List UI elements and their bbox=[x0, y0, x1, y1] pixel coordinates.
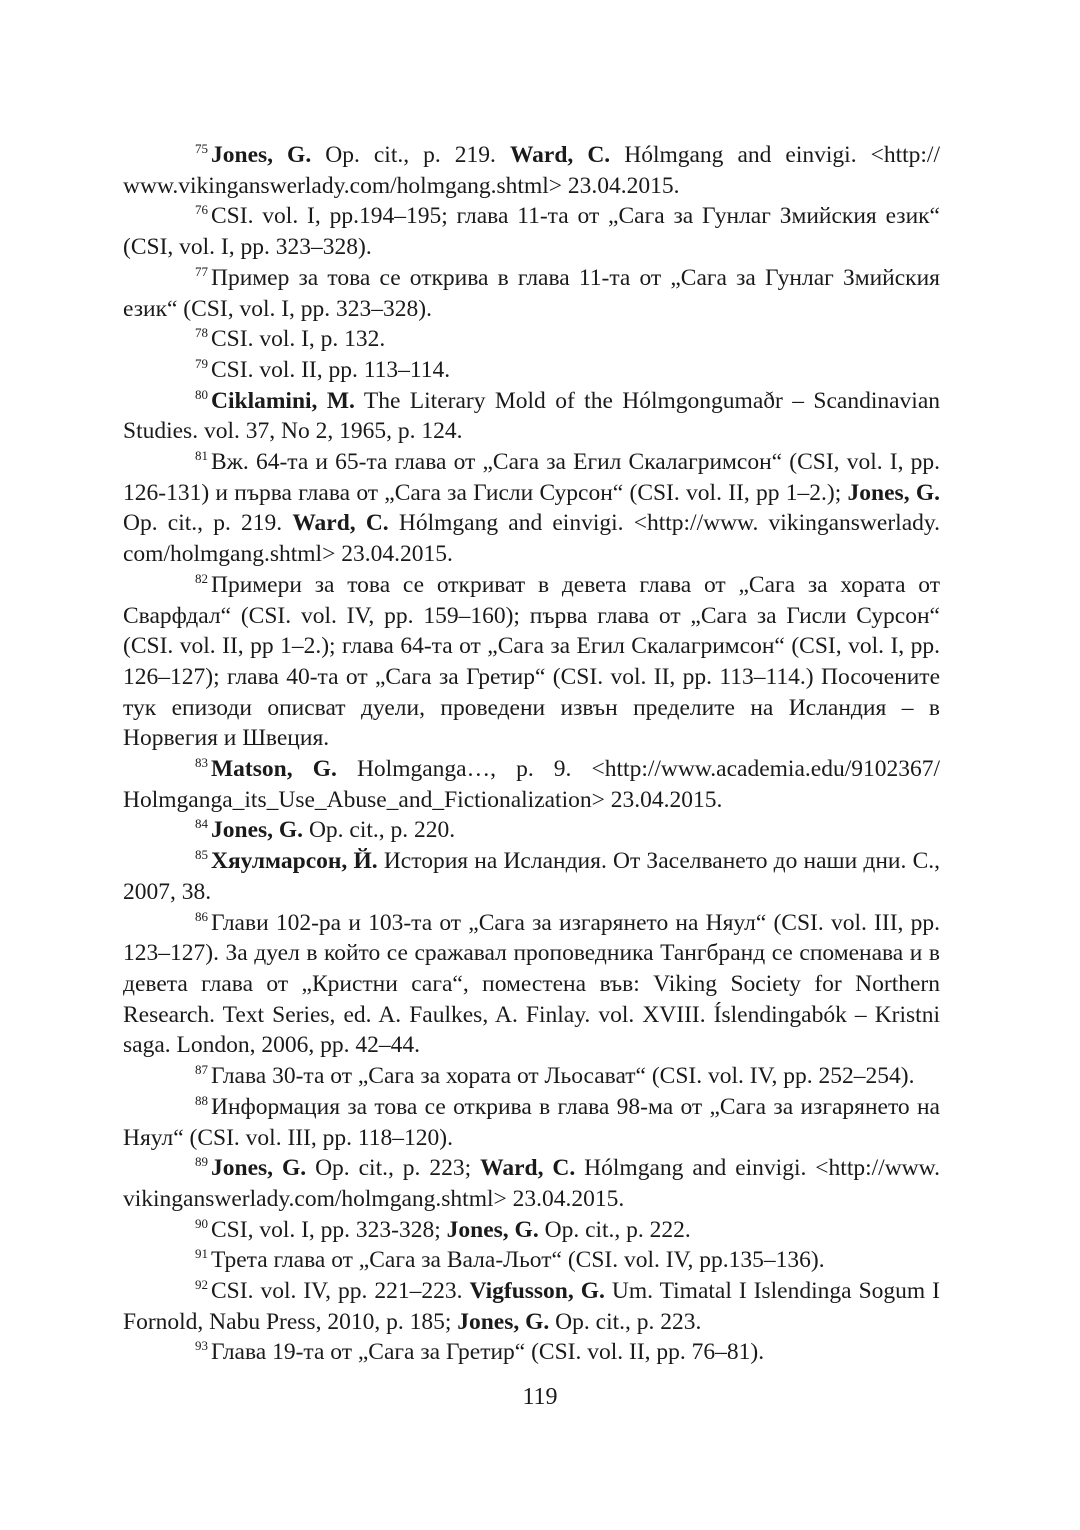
footnote-text: Op. cit., p. 219. bbox=[311, 142, 510, 168]
footnote bbox=[123, 263, 940, 324]
footnote bbox=[123, 324, 940, 355]
author-name: Jones, G. bbox=[847, 479, 940, 506]
footnote-text: CSI. vol. I, p. 132. bbox=[211, 326, 386, 353]
footnote-text: Hólmgang and einvigi. <http://www. vikinganswerlady.com/holmgang.shtml> 23.04.2015. bbox=[123, 1155, 940, 1212]
author-name: Jones, G. bbox=[457, 1308, 550, 1335]
footnote bbox=[123, 201, 940, 262]
footnote bbox=[123, 1215, 940, 1246]
footnote-text: Op. cit., p. 223; bbox=[306, 1155, 481, 1182]
footnote-text: CSI, vol. I, pp. 323-328; bbox=[211, 1216, 447, 1243]
footnote bbox=[123, 1092, 940, 1153]
footnote-number: 80 bbox=[195, 386, 208, 402]
footnote-number: 85 bbox=[195, 847, 208, 863]
footnote bbox=[123, 355, 940, 386]
page-number: 119 bbox=[522, 1384, 558, 1410]
footnote-text: CSI. vol. IV, pp. 221–223. bbox=[211, 1278, 470, 1305]
footnote-text: Op. cit., p. 223. bbox=[549, 1308, 702, 1335]
footnote-number: 92 bbox=[195, 1277, 208, 1293]
footnote-number: 87 bbox=[195, 1062, 208, 1078]
footnote-number: 77 bbox=[195, 263, 208, 279]
footnote-text: Примери за това се откриват в девета глава от „Сага за хората от Сварфдал“ (CSI. vol. IV, pp. 159–160); първа глава от „Сага за Гисли Сурсон“ (CSI. vol. II, pp 1–2.); глава 64-та от „Сага за Егил Скалагримсон“ (CSI, vol. I, pp. 126–127); глава 40-та от „Сага за Гретир“ (CSI. vol. II, pp. 113–114.) Посочените тук епизоди описват дуели, проведени извън пределите на Исландия – в Норвегия и Швеция. bbox=[123, 571, 940, 752]
author-name: Vigfusson, G. bbox=[469, 1278, 605, 1305]
footnote-text: Вж. 64-та и 65-та глава от „Сага за Егил Скалагримсон“ (CSI, vol. I, pp. 126-131) и първа глава от „Сага за Гисли Сурсон“ (CSI. vol. II, pp 1–2.); bbox=[123, 449, 940, 506]
footnote-text: Глава 19-та от „Сага за Гретир“ (CSI. vol. II, pp. 76–81). bbox=[211, 1339, 765, 1366]
footnote-number: 81 bbox=[195, 448, 208, 464]
footnote bbox=[123, 908, 940, 1062]
footnote-text: CSI. vol. II, pp. 113–114. bbox=[211, 356, 451, 383]
footnote bbox=[123, 1245, 940, 1276]
footnote-text: Op. cit., p. 222. bbox=[538, 1216, 691, 1243]
footnote bbox=[123, 1276, 940, 1337]
footnote-text: Глава 30-та от „Сага за хората от Льосават“ (CSI. vol. IV, pp. 252–254). bbox=[211, 1063, 915, 1090]
author-name: Jones, G. bbox=[211, 817, 304, 844]
footnote-number: 91 bbox=[195, 1246, 208, 1262]
footnote-text: Hólmgang and einvigi. <http://www. vikinganswerlady. com/holmgang.shtml> 23.04.2015. bbox=[123, 510, 940, 568]
author-name: Jones, G. bbox=[211, 1155, 307, 1182]
footnote bbox=[123, 1153, 940, 1214]
footnote-text: Трета глава от „Сага за Вала-Льот“ (CSI. vol. IV, pp.135–136). bbox=[211, 1247, 825, 1274]
footnote bbox=[123, 754, 940, 815]
footnote-number: 90 bbox=[195, 1215, 208, 1231]
author-name: Ward, C. bbox=[480, 1155, 576, 1182]
footnote-text: The Literary Mold of the Hólmgongumaðr – Scandinavian Studies. vol. 37, No 2, 1965, p. 124. bbox=[123, 387, 940, 445]
author-name: Jones, G. bbox=[211, 142, 312, 168]
footnote-text: Информация за това се открива в глава 98-ма от „Сага за изгарянето на Няул“ (CSI. vol. III, pp. 118–120). bbox=[123, 1093, 940, 1151]
footnote-text: Hólmgang and einvigi. <http:// www.vikinganswerlady.com/holmgang.shtml> 23.04.2015. bbox=[123, 142, 940, 199]
footnote bbox=[123, 570, 940, 754]
footnote-number: 78 bbox=[195, 325, 208, 341]
footnote-number: 84 bbox=[195, 816, 208, 832]
footnote-number: 93 bbox=[195, 1338, 208, 1354]
author-name: Matson, G. bbox=[211, 756, 337, 783]
footnote bbox=[123, 1061, 940, 1092]
footnote bbox=[123, 140, 940, 201]
footnote bbox=[123, 447, 940, 570]
footnote-number: 79 bbox=[195, 355, 208, 371]
footnote-number: 76 bbox=[195, 202, 208, 218]
footnote-text: Op. cit., p. 220. bbox=[303, 817, 456, 844]
footnote-number: 86 bbox=[195, 908, 208, 924]
author-name: Jones, G. bbox=[446, 1216, 539, 1243]
footnote-text: Пример за това се открива в глава 11-та от „Сага за Гунлаг Змийския език“ (CSI, vol. I, pp. 323–328). bbox=[123, 264, 940, 322]
footnote-number: 75 bbox=[195, 141, 208, 156]
author-name: Ciklamini, M. bbox=[211, 387, 355, 414]
footnote-number: 82 bbox=[195, 570, 208, 586]
footnote-number: 88 bbox=[195, 1092, 208, 1108]
footnote-number: 83 bbox=[195, 755, 208, 771]
author-name: Ward, C. bbox=[292, 510, 389, 537]
author-name: Ward, C. bbox=[509, 142, 611, 168]
footnote-text: CSI. vol. I, pp.194–195; глава 11-та от „Сага за Гунлаг Змийския език“ (CSI, vol. I, pp. 323–328). bbox=[123, 203, 940, 261]
footnote bbox=[123, 1337, 940, 1368]
footnote-text: Um. Timatal I Islendinga Sogum I Fornold, Nabu Press, 2010, p. 185; bbox=[123, 1278, 940, 1335]
footnote bbox=[123, 386, 940, 447]
footnote-text: Op. cit., p. 219. bbox=[123, 510, 293, 537]
author-name: Хяулмарсон, Й. bbox=[211, 848, 378, 875]
footnote-text: Holmganga…, p. 9. <http://www.academia.edu/9102367/ Holmganga_its_Use_Abuse_and_Fictionalization> 23.04.2015. bbox=[123, 756, 941, 813]
footnote-number: 89 bbox=[195, 1154, 208, 1170]
footnote bbox=[123, 815, 940, 846]
footnotes-list bbox=[123, 140, 940, 1368]
footnote-text: История на Исландия. От Заселването до наши дни. С., 2007, 38. bbox=[123, 848, 940, 905]
footnote-text: Глави 102-ра и 103-та от „Сага за изгарянето на Няул“ (CSI. vol. III, pp. 123–127). За дуел в който се сражавал проповедника Тангбранд се споменава и в девета глава от „Кристни сага“, поместена във: Viking Society for Northern Research. Text Series, ed. A. Faulkes, A. Finlay. vol. XVIII. Íslendingabók – Kristni saga. London, 2006, pp. 42–44. bbox=[123, 909, 940, 1059]
footnote bbox=[123, 846, 940, 907]
